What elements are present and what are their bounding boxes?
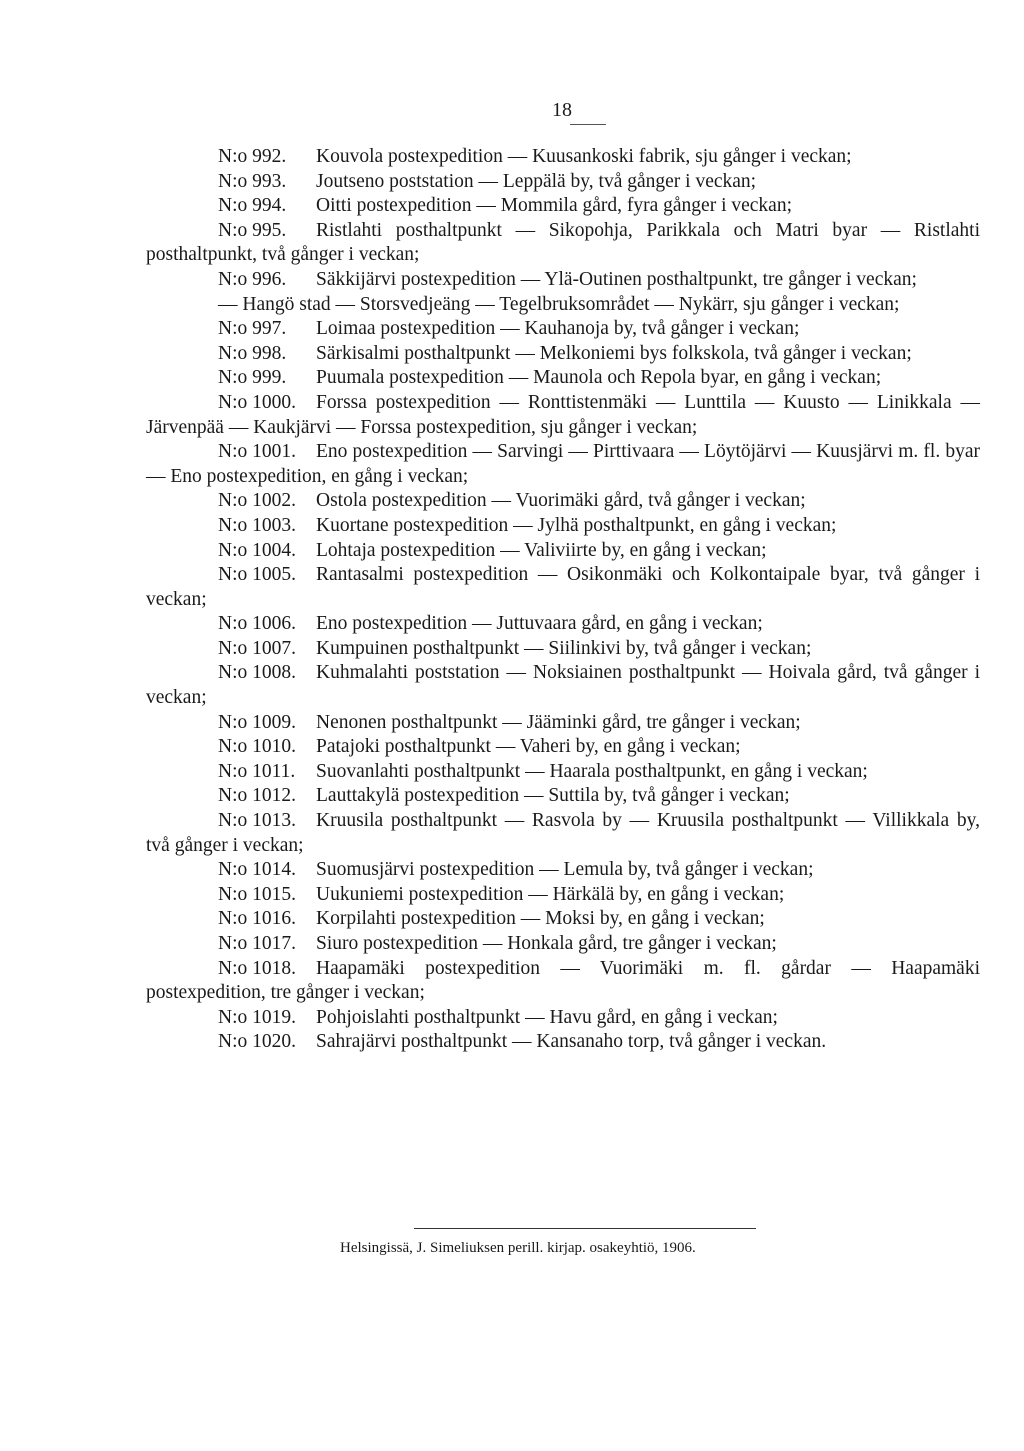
entry-number: N:o 1007. [218, 637, 296, 659]
entry-number: N:o 994. [218, 195, 287, 217]
entry-number: N:o 1003. [218, 514, 296, 536]
entry-text: Pohjoislahti posthaltpunkt — Havu gård, en gång i veckan; [316, 1006, 778, 1028]
page-number-rule [570, 124, 606, 125]
entry-text: Eno postexpedition — Sarvingi — Pirttivaara — Löytöjärvi — Kuusjärvi m. fl. byar — Eno postexpedition, en gång i veckan; [146, 441, 980, 487]
list-item [146, 268, 980, 293]
entry-number: N:o 1012. [218, 785, 296, 807]
entry-number: N:o 1013. [218, 810, 296, 832]
entry-number: N:o 999. [218, 367, 287, 389]
entry-text: Kuhmalahti poststation — Noksiainen posthaltpunkt — Hoivala gård, två gånger i veckan; [146, 662, 980, 709]
entry-number: N:o 1015. [218, 883, 296, 905]
entry-number: N:o 1006. [218, 613, 296, 635]
entry-number: N:o 1017. [218, 933, 296, 954]
entry-text: Lohtaja postexpedition — Valiviirte by, en gång i veckan; [316, 539, 767, 561]
footer-rule [414, 1228, 756, 1229]
list-item [146, 1030, 980, 1055]
entry-number: N:o 1005. [218, 564, 296, 586]
list-item [146, 342, 980, 367]
entry-text: Suovanlahti posthaltpunkt — Haarala posthaltpunkt, en gång i veckan; [316, 760, 868, 782]
entry-text: Särkisalmi posthaltpunkt — Melkoniemi bys folkskola, två gånger i veckan; [316, 342, 912, 364]
list-item [146, 170, 980, 195]
entry-number: N:o 1018. [218, 957, 296, 979]
list-item [146, 932, 980, 957]
entry-text: Kuortane postexpedition — Jylhä posthaltpunkt, en gång i veckan; [316, 514, 837, 536]
entry-text: Joutseno poststation — Leppälä by, två gånger i veckan; [316, 170, 757, 192]
entry-text: Oitti postexpedition — Mommila gård, fyra gånger i veckan; [316, 195, 793, 217]
list-item [146, 907, 980, 932]
entry-text: Ostola postexpedition — Vuorimäki gård, två gånger i veckan; [316, 490, 806, 512]
entry-number: N:o 1004. [218, 539, 296, 561]
entry-text: Lauttakylä postexpedition — Suttila by, två gånger i veckan; [316, 785, 790, 807]
entry-text: Loimaa postexpedition — Kauhanoja by, två gånger i veckan; [316, 318, 800, 340]
list-item [146, 489, 980, 514]
entry-number: N:o 998. [218, 342, 287, 364]
entry-number: N:o 1009. [218, 711, 296, 733]
entry-text: Sahrajärvi posthaltpunkt — Kansanaho torp, två gånger i veckan. [316, 1031, 827, 1053]
list-item [146, 366, 980, 391]
entry-text: Korpilahti postexpedition — Moksi by, en gång i veckan; [316, 908, 765, 930]
entry-text: — Hangö stad — Storsvedjeäng — Tegelbruksområdet — Nykärr, sju gånger i veckan; [218, 293, 900, 315]
list-item [146, 883, 980, 908]
list-item [146, 563, 980, 612]
entry-text: Forssa postexpedition — Ronttistenmäki — Lunttila — Kuusto — Linikkala — Järvenpää — Kaukjärvi — Forssa postexpedition, sju gånger i veckan; [146, 391, 980, 438]
entry-number: N:o 1010. [218, 736, 296, 758]
entry-text: Kumpuinen posthaltpunkt — Siilinkivi by, två gånger i veckan; [316, 637, 812, 659]
entry-number: N:o 1002. [218, 490, 296, 512]
entry-number: N:o 1008. [218, 662, 296, 684]
list-item [146, 760, 980, 785]
entry-number: N:o 1016. [218, 908, 296, 930]
list-item [146, 219, 980, 268]
entry-text: Kouvola postexpedition — Kuusankoski fabrik, sju gånger i veckan; [316, 146, 852, 167]
entry-number: N:o 1011. [218, 760, 296, 782]
list-item [146, 784, 980, 809]
list-item [146, 637, 980, 662]
entry-number: N:o 1000. [218, 391, 296, 413]
body-text [146, 145, 980, 1055]
entry-text: Puumala postexpedition — Maunola och Repola byar, en gång i veckan; [316, 367, 882, 389]
list-item [146, 661, 980, 710]
list-item [146, 809, 980, 858]
entry-number: N:o 992. [218, 146, 287, 167]
entry-number: N:o 996. [218, 268, 287, 290]
entry-number: N:o 1019. [218, 1006, 296, 1028]
list-item [146, 293, 980, 318]
entry-number: N:o 993. [218, 170, 287, 192]
list-item [146, 514, 980, 539]
entry-text: Rantasalmi postexpedition — Osikonmäki och Kolkontaipale byar, två gånger i veckan; [146, 564, 980, 610]
entry-text: Haapamäki postexpedition — Vuorimäki m. fl. gårdar — Haapamäki postexpedition, tre gånger i veckan; [146, 957, 980, 1004]
list-item [146, 539, 980, 564]
list-item [146, 145, 980, 170]
list-item [146, 1006, 980, 1031]
list-item [146, 440, 980, 489]
entry-text: Ristlahti posthaltpunkt — Sikopohja, Parikkala och Matri byar — Ristlahti posthaltpunkt, två gånger i veckan; [146, 219, 980, 266]
entry-text: Eno postexpedition — Juttuvaara gård, en gång i veckan; [316, 613, 763, 635]
list-item [146, 317, 980, 342]
list-item [146, 612, 980, 637]
list-item [146, 858, 980, 883]
entry-number: N:o 1001. [218, 441, 296, 463]
entry-text: Siuro postexpedition — Honkala gård, tre gånger i veckan; [316, 933, 777, 954]
entry-text: Säkkijärvi postexpedition — Ylä-Outinen posthaltpunkt, tre gånger i veckan; [316, 268, 917, 290]
printer-imprint: Helsingissä, J. Simeliuksen perill. kirjap. osakeyhtiö, 1906. [340, 1240, 696, 1256]
list-item [146, 391, 980, 440]
list-item [146, 194, 980, 219]
page-number: 18 [552, 99, 572, 121]
list-item [146, 711, 980, 736]
list-item [146, 957, 980, 1006]
entry-number: N:o 995. [218, 219, 287, 241]
entry-number: N:o 1014. [218, 859, 296, 881]
list-item [146, 735, 980, 760]
entry-text: Patajoki posthaltpunkt — Vaheri by, en gång i veckan; [316, 736, 741, 758]
entry-text: Kruusila posthaltpunkt — Rasvola by — Kruusila posthaltpunkt — Villikkala by, två gånger i veckan; [146, 810, 980, 856]
entry-text: Uukuniemi postexpedition — Härkälä by, en gång i veckan; [316, 883, 785, 905]
entry-number: N:o 1020. [218, 1031, 296, 1053]
entry-text: Nenonen posthaltpunkt — Jääminki gård, tre gånger i veckan; [316, 711, 801, 733]
entry-text: Suomusjärvi postexpedition — Lemula by, två gånger i veckan; [316, 859, 814, 881]
entry-number: N:o 997. [218, 318, 287, 340]
